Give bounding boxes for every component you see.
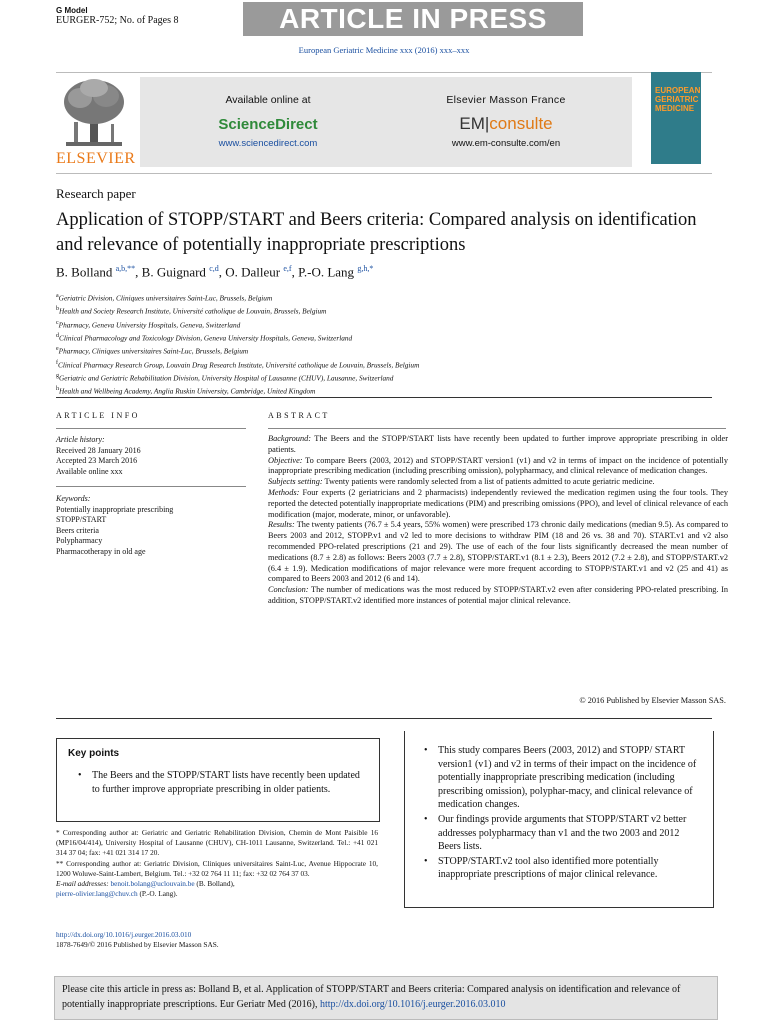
- author-affil-ref[interactable]: c,d: [209, 264, 219, 273]
- author-name: B. Bolland: [56, 264, 116, 280]
- email-link[interactable]: pierre-olivier.lang@chuv.ch: [56, 889, 138, 899]
- key-point: • This study compares Beers (2003, 2012) and STOPP/ START version1 (v1) and v2 in terms of their impact on the incidence of potentially inappropriate prescribing medication (including prescribing omission), polyphar-macy, and clinical relevance of medication changes.: [424, 745, 697, 811]
- em-separator: |: [484, 114, 490, 133]
- divider: [56, 718, 712, 719]
- author-name: , O. Dalleur: [218, 264, 284, 280]
- affiliations: [56, 291, 716, 398]
- g-model-label: G Model: [56, 6, 88, 15]
- affiliation: $^a$Geriatric Division, Cliniques universitaires Saint-Luc, Brussels, Belgium: [56, 293, 273, 303]
- key-point: • The Beers and the STOPP/START lists have recently been updated to further improve appropriate prescribing in older patients.: [78, 770, 360, 795]
- journal-reference-line[interactable]: European Geriatric Medicine xxx (2016) xxx–xxx: [298, 45, 470, 55]
- email-footnote: E-mail addresses: benoit.bolang@uclouvain.be (B. Bolland), pierre-olivier.lang@chuv.ch (P.-O. Lang).: [56, 879, 235, 899]
- keyword: Potentially inappropriate prescribing: [56, 504, 174, 514]
- author-name: , B. Guignard: [135, 264, 210, 280]
- author-affil-ref[interactable]: e,f: [283, 264, 292, 273]
- paper-title: Application of STOPP/START and Beers criteria: Compared analysis on identification and relevance of potentially inappropriate prescriptions: [56, 210, 697, 255]
- corresponding-author-footnotes: [56, 828, 378, 899]
- doi-link[interactable]: http://dx.doi.org/10.1016/j.eurger.2016.03.010: [56, 930, 192, 939]
- article-history: [56, 435, 246, 477]
- em-consulte-brand[interactable]: [408, 114, 604, 134]
- author-affil-ref[interactable]: a,b,**: [115, 264, 136, 273]
- author-affil-ref[interactable]: g,h,*: [357, 264, 374, 273]
- doi-block: [56, 930, 219, 950]
- divider: [56, 397, 712, 398]
- article-info-heading: ARTICLE INFO: [56, 411, 140, 420]
- em-part: EM: [459, 114, 485, 133]
- author-list: [56, 264, 373, 280]
- history-label: Article history:: [56, 435, 105, 444]
- affiliation: $^e$Pharmacy, Cliniques universitaires Saint-Luc, Brussels, Belgium: [56, 346, 249, 356]
- issn-line: 1878-7649/© 2016 Published by Elsevier Masson SAS.: [56, 940, 219, 950]
- affiliation: $^f$Clinical Pharmacy Research Group, Louvain Drug Research Institute, Université catholique de Louvain, Brussels, Belgium: [56, 359, 420, 370]
- divider: [56, 428, 246, 429]
- abstract-section: Background: The Beers and the STOPP/START lists have recently been updated to further improve appropriate prescribing in older patients.: [268, 434, 728, 454]
- key-points-list-right: [422, 744, 704, 883]
- abstract-heading: ABSTRACT: [268, 411, 330, 420]
- received-date: Received 28 January 2016: [56, 445, 141, 455]
- accepted-date: Accepted 23 March 2016: [56, 456, 138, 465]
- online-date: Available online xxx: [56, 466, 123, 476]
- abstract-section: Objective: To compare Beers (2003, 2012) and STOPP/START version1 (v1) and v2 in terms of impact on the incidence of potentially inappropriate prescribing medication (including prescribing omission), polypharmacy, and clinical relevance of medication changes.: [268, 455, 728, 476]
- keyword: STOPP/START: [56, 515, 107, 524]
- keywords: [56, 494, 246, 557]
- consulte-part: consulte: [489, 114, 553, 133]
- footnote: ** Corresponding author at: Geriatric Division, Cliniques universitaires Saint-Luc, Avenue Hippocrate 10, 1200 Woluwe-Saint-Lambert, Belgium. Tel.: +32 02 764 11 11; fax: +32 02 764 37 03.: [56, 858, 378, 878]
- bullet-icon: •: [424, 745, 428, 756]
- keyword: Beers criteria: [56, 525, 99, 535]
- article-in-press-banner: ARTICLE IN PRESS: [243, 2, 583, 36]
- bullet-icon: •: [424, 855, 428, 867]
- keyword: Pharmacotherapy in old age: [56, 546, 146, 556]
- cover-line: EUROPEAN: [655, 86, 701, 95]
- cover-line: GERIATRIC: [655, 95, 699, 104]
- sciencedirect-brand[interactable]: ScienceDirect: [218, 116, 318, 133]
- paper-type: Research paper: [56, 186, 136, 201]
- citation-text: Please cite this article in press as: Bolland B, et al. Application of STOPP/START and Beers criteria: Compared analysis on identification and relevance of potentially inappropriate prescriptions. Eur Geriatr Med (2016), http://dx.doi.org/10.1016/j.eurger.2016.03.010: [62, 984, 681, 1010]
- affiliation: $^b$Health and Society Research Institute, Université catholique de Louvain, Brussels, Belgium: [56, 306, 327, 316]
- abstract-body: [268, 434, 728, 607]
- available-online-label: Available online at: [225, 94, 311, 106]
- bullet-icon: •: [424, 813, 428, 825]
- divider: [268, 428, 726, 429]
- key-points-list-left: [76, 769, 368, 797]
- abstract-section: Subjects setting: Twenty patients were randomly selected from a list of patients admitted to acute geriatric medicine.: [268, 477, 655, 487]
- citation-doi-link[interactable]: http://dx.doi.org/10.1016/j.eurger.2016.03.010: [319, 999, 506, 1010]
- affiliation: $^h$Health and Wellbeing Academy, Anglia Ruskin University, Cambridge, United Kingdom: [56, 386, 316, 396]
- journal-cover-title: [655, 86, 701, 113]
- abstract-section: Methods: Four experts (2 geriatricians and 2 pharmacists) independently reviewed the medication regimen using the four tools. They reported the detected potentially inappropriate medications (PIM) and prescribing omissions (PPO), and level of clinical relevance of each modification (major, moderate, minor, or unfavorable).: [268, 487, 728, 519]
- copyright-line: © 2016 Published by Elsevier Masson SAS.: [579, 696, 726, 705]
- elsevier-wordmark: ELSEVIER: [56, 150, 136, 167]
- cover-line: MEDICINE: [655, 104, 695, 113]
- sciencedirect-url[interactable]: www.sciencedirect.com: [218, 138, 318, 149]
- abstract-section: Conclusion: The number of medications was the most reduced by STOPP/START.v2 even after considering PPO-related prescribing. In addition, STOPP/START.v2 identified more instances of potential major clinical relevance.: [268, 585, 728, 605]
- elsevier-masson-label: Elsevier Masson France: [446, 94, 566, 106]
- key-point: • Our findings provide arguments that STOPP/START v2 better addresses polypharmacy than v1 and the two 2003 and 2012 Beers lists.: [424, 813, 687, 853]
- author-name: , P.-O. Lang: [291, 264, 358, 280]
- keywords-label: Keywords:: [56, 494, 91, 503]
- email-link[interactable]: benoit.bolang@uclouvain.be: [110, 879, 195, 889]
- affiliation: $^g$Geriatric and Geriatric Rehabilitation Division, University Hospital of Lausanne (CHUV), Lausanne, Switzerland: [56, 372, 394, 383]
- abstract-section: Results: The twenty patients (76.7 ± 5.4 years, 55% women) were prescribed 173 chronic daily medications (median 9.5). As compared to Beers 2003 and 2012, STOPP.v1 and v2 led to more decisions to withdraw PIM (18 and 26 vs. 38 and 70). START.v1 and v2 also recommended PPO-related prescriptions (21 and 29). The use of each of the four lists significantly decreased the mean number of medications (8.7 ± 2.8) as follows: Beers 2003 (7.7 ± 2.8), STOPP/START.v1 (8.1 ± 2.3), Beers 2012 (7.2 ± 2.8), and STOPP/START.v2 (6.4 ± 1.9). Medication modifications of major relevance were more frequent according to STOPP/START.v1 and v2 (25 and 41) as compared to Beers 2003 and 2012 (6 and 14).: [268, 520, 728, 584]
- key-point: • STOPP/START.v2 tool also identified more potentially inappropriate prescriptions of major clinical relevance.: [424, 855, 659, 881]
- key-points-title: Key points: [68, 748, 120, 759]
- keyword: Polypharmacy: [56, 536, 103, 545]
- bullet-icon: •: [78, 770, 82, 781]
- affiliation: $^c$Pharmacy, Geneva University Hospitals, Geneva, Switzerland: [56, 319, 241, 330]
- divider: [56, 486, 246, 487]
- footnote: * Corresponding author at: Geriatric and Geriatric Rehabilitation Division, Chemin de Mont Paisible 16 (MP16/04/414), University Hospital of Lausanne (CHUV), CH-1011 Lausanne, Switzerland. Tel.: +41 021 314 37 04; fax: +41 021 314 17 20.: [56, 828, 378, 858]
- em-consulte-url[interactable]: www.em-consulte.com/en: [451, 138, 561, 149]
- journal-id: EURGER-752; No. of Pages 8: [56, 15, 179, 26]
- affiliation: $^d$Clinical Pharmacology and Toxicology Division, Geneva University Hospitals, Geneva, Switzerland: [56, 332, 353, 343]
